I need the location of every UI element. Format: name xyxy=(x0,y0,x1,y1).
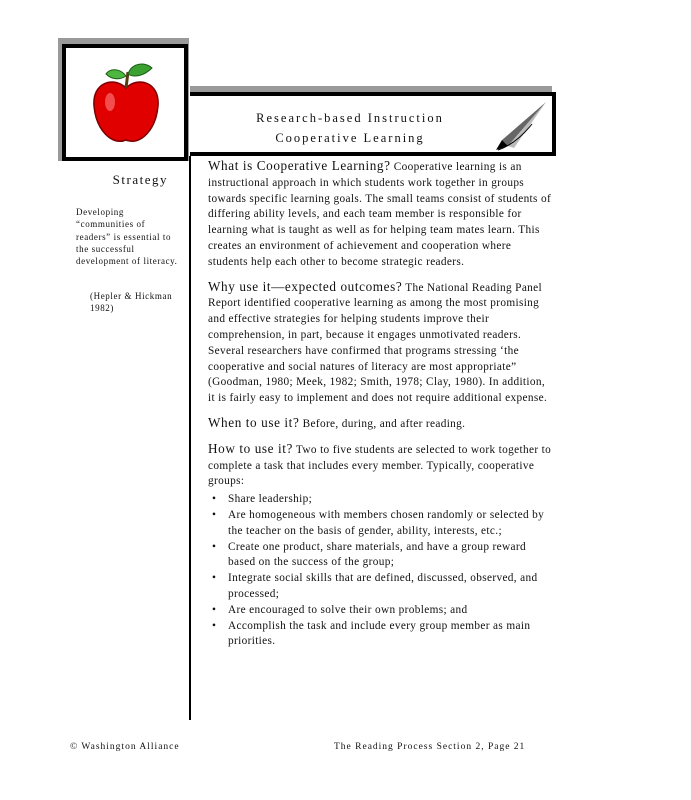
sidebar-title: Strategy xyxy=(112,172,168,187)
section-body: Before, during, and after reading. xyxy=(299,417,466,430)
sidebar-citation: (Hepler & Hickman 1982) xyxy=(90,291,173,314)
section-heading: What is Cooperative Learning? xyxy=(208,158,391,173)
list-item: • Integrate social skills that are defined, discussed, observed, and processed; xyxy=(208,571,552,603)
section-heading: Why use it—expected outcomes? xyxy=(208,278,403,294)
section-body: Two to five students are selected to work together to complete a task that includes every member. Typically, cooperative groups: xyxy=(208,443,552,488)
section-when xyxy=(208,415,552,433)
section-body: The National Reading Panel Report identified cooperative learning as among the most promising and effective strategies for helping students improve their comprehension, in part, because it engages unmotivated readers. Several researchers have confirmed that programs stressing ‘the cooperative and social natures of literacy are most appropriate” (Goodman, 1980; Meek, 1982; Smith, 1978; Clay, 1980). In addition, it is fairly easy to implement and does not require additional expense. xyxy=(208,281,548,405)
banner-title xyxy=(230,108,470,148)
section-heading: How to use it? xyxy=(208,440,293,456)
pen-icon xyxy=(492,100,548,152)
main-content xyxy=(208,158,552,650)
list-item: • Create one product, share materials, and have a group reward based on the success of the group; xyxy=(208,540,552,572)
section-what xyxy=(208,158,552,271)
list-item: • Are encouraged to solve their own problems; and xyxy=(208,603,552,619)
column-divider xyxy=(189,156,191,720)
list-item: • Are homogeneous with members chosen randomly or selected by the teacher on the basis of gender, ability, interests, etc.; xyxy=(208,508,552,540)
banner-line-2: Cooperative Learning xyxy=(275,131,425,145)
footer-copyright: © Washington Alliance xyxy=(70,742,180,752)
header-banner xyxy=(190,92,556,156)
banner-line-1: Research-based Instruction xyxy=(256,111,444,125)
footer-page-info: The Reading Process Section 2, Page 21 xyxy=(334,742,526,752)
bullet-list xyxy=(208,492,552,650)
list-item: • Accomplish the task and include every group member as main priorities. xyxy=(208,619,552,651)
section-body: Cooperative learning is an instructional approach in which students work together in groups towards specific learning goals. The small teams consist of students of differing ability levels, and each team member is responsible for learning what is taught as well as for helping team mates learn. This creates an environment of achievement and cooperation where students help each other to become strategic readers. xyxy=(208,161,552,268)
section-how xyxy=(208,441,552,490)
apple-logo-box xyxy=(62,44,188,161)
section-why xyxy=(208,279,552,407)
apple-icon xyxy=(86,60,166,150)
sidebar-quote: Developing “communities of readers” is essential to the successful development of literacy. xyxy=(76,207,178,267)
list-item: • Share leadership; xyxy=(208,492,552,508)
section-heading: When to use it? xyxy=(208,414,300,430)
